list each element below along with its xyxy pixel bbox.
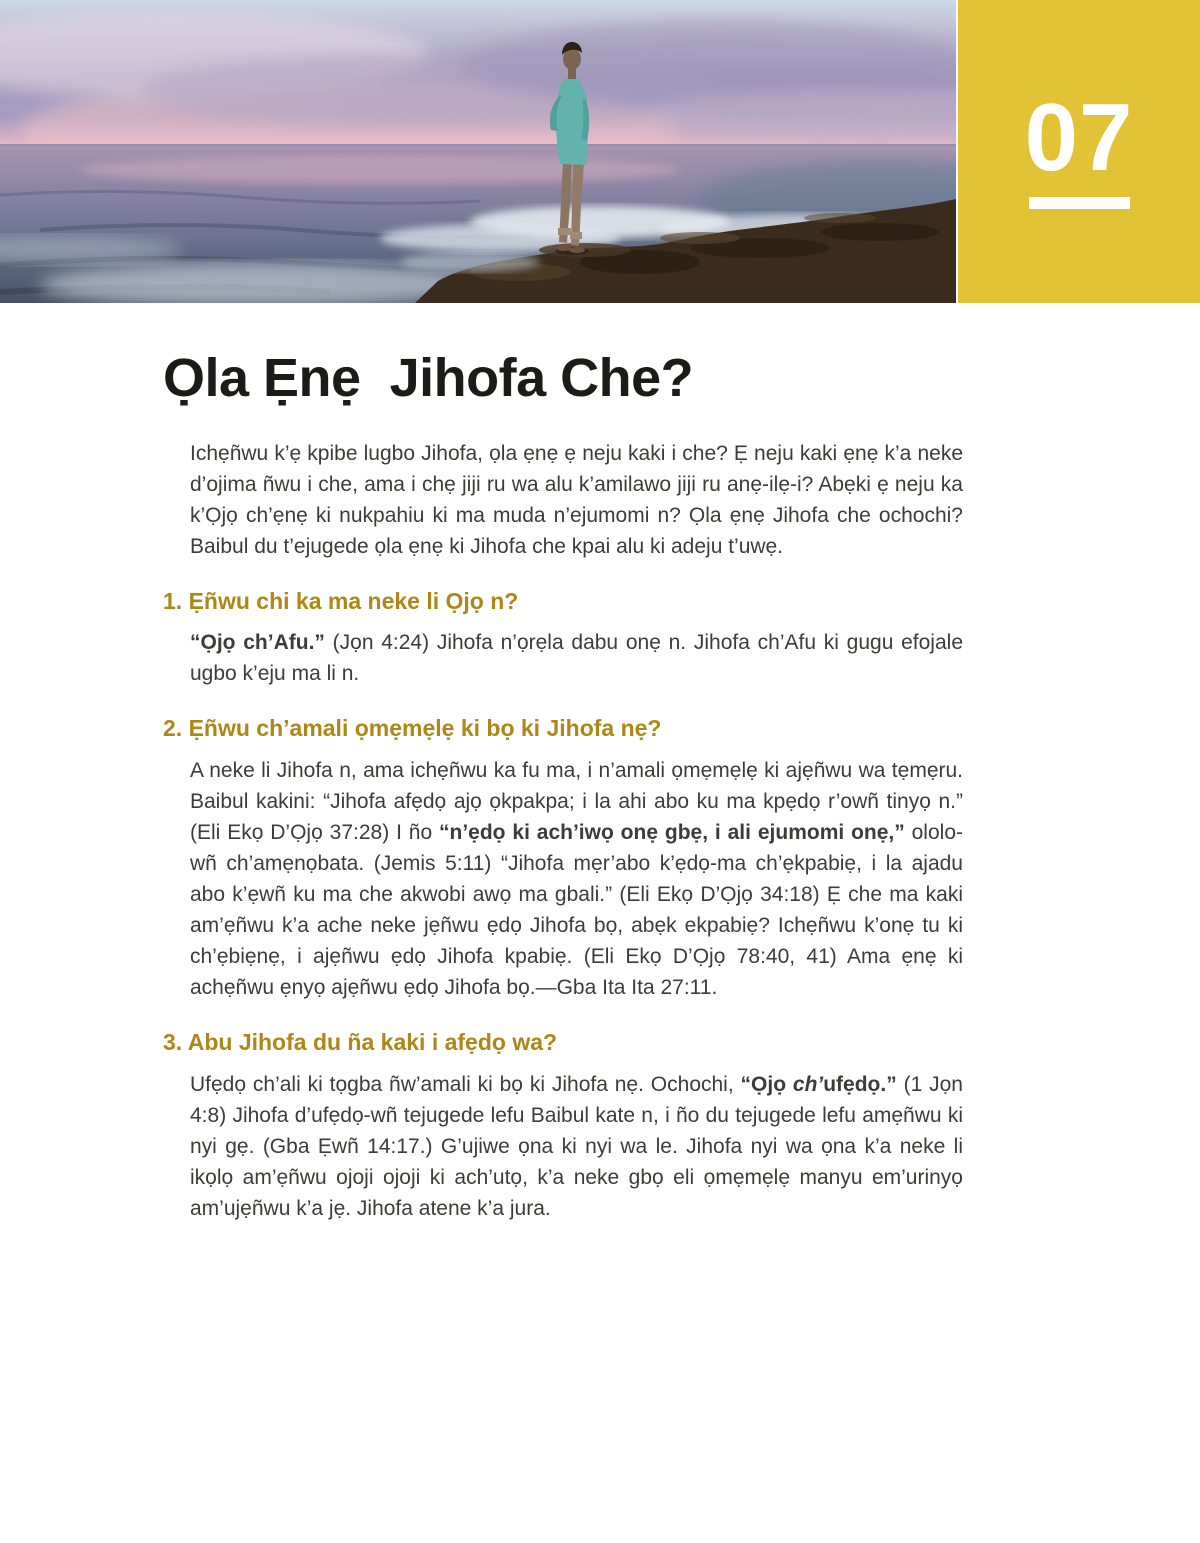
text-run: Ufẹdọ ch’ali ki tọgba ñw’amali ki bọ ki Jihofa nẹ. Ochochi, xyxy=(190,1072,741,1096)
text-run: (Jọn 4:24) Jihofa n’ọrẹla dabu onẹ n. Jihofa ch’Afu ki gugu efojale ugbo k’eju ma li n. xyxy=(190,631,963,686)
seashore-sunset-illustration xyxy=(0,0,956,303)
text-run: ololo-wñ ch’amẹnọbata. (Jemis 5:11) “Jihofa mẹr’abo k’ẹdọ-ma ch’ẹkpabiẹ, i la ajadu abo k’ẹwñ ku ma che akwobi awọ ma gbali.” (Eli Ekọ D’Ọjọ 34:18) Ẹ che ma kaki am’ẹñwu k’a ache neke jẹñwu ẹdọ Jihofa bọ, abẹk ekpabiẹ? Ichẹñwu k’onẹ tu ki ch’ẹbiẹnẹ, i ajẹñwu ẹdọ Jihofa kpabiẹ. (Eli Ekọ D’Ọjọ 78:40, 41) Ama ẹnẹ ki achẹñwu ẹnyọ ajẹñwu ẹdọ Jihofa bọ.—Gba Ita Ita 27:11. xyxy=(190,821,963,1000)
question-3-heading: 3. Abu Jihofa du ña kaki i afẹdọ wa? xyxy=(163,1029,558,1056)
text-run: ch’ xyxy=(792,1072,824,1096)
article xyxy=(163,350,963,1224)
text-run: “Ọjọ xyxy=(740,1072,793,1096)
text-run: (1 Jọn 4:8) Jihofa d’ufẹdọ-wñ tejugede lefu Baibul kate n, i ño du tejugede lefu amẹñwu ki nyi gẹ. (Gba Ẹwñ 14:17.) G’ujiwe ọna ki nyi wa le. Jihofa nyi wa ọna k’a neke li ikọlọ am’ẹñwu ojoji ojoji ki ach’utọ, k’a neke gbọ eli ọmẹmẹlẹ manyu em’urinyọ am’ujẹñwu k’a jẹ. Jihofa atene k’a jura. xyxy=(190,1072,963,1220)
question-2-paragraph xyxy=(190,755,963,1003)
lesson-number: 07 xyxy=(1024,84,1134,192)
text-run: Ichẹñwu k’ẹ kpibe lugbo Jihofa, ọla ẹnẹ ẹ neju kaki i che? Ẹ neju kaki ẹnẹ k’a neke d’ojima ñwu i che, ama i chẹ jiji ru wa alu k’amilawo jiji ru anẹ-ilẹ-i? Abẹki ẹ neju ka k’Ọjọ ch’ẹnẹ ki nukpahiu ki ma muda n’ejumomi n? Ọla ẹnẹ Jihofa che ochochi? Baibul du t’ejugede ọla ẹnẹ ki Jihofa che kpai alu ki adeju t’uwẹ. xyxy=(190,441,963,558)
text-run: ufẹdọ.” xyxy=(823,1072,904,1096)
lesson-number-underline xyxy=(1029,197,1130,209)
page-title: Ọla Ẹnẹ Jihofa Che? xyxy=(163,348,694,408)
intro-paragraph xyxy=(190,438,963,562)
lesson-number-badge xyxy=(958,0,1200,303)
hero-header xyxy=(0,0,1200,303)
text-run: A neke li Jihofa n, ama ichẹñwu ka fu ma, i n’amali ọmẹmẹlẹ ki ajẹñwu wa tẹmẹru. Baibul kakini: “Jihofa afẹdọ ajọ ọkpakpa; i la ahi abo ku ma kpẹdọ r’owñ tinyọ n.” (Eli Ekọ D’Ọjọ 37:28) I ño xyxy=(190,759,963,845)
question-3-paragraph xyxy=(190,1069,963,1224)
question-1-heading: 1. Ẹñwu chi ka ma neke li Ọjọ n? xyxy=(163,587,519,614)
question-2-heading: 2. Ẹñwu ch’amali ọmẹmẹlẹ ki bọ ki Jihofa nẹ? xyxy=(163,715,662,742)
question-1-paragraph xyxy=(190,627,963,689)
header-photo xyxy=(0,0,956,303)
text-run: “Ọjọ ch’Afu.” xyxy=(190,631,333,655)
text-run: “n’ẹdọ ki ach’iwọ onẹ gbẹ, i ali ejumomi onẹ,” xyxy=(439,821,912,845)
